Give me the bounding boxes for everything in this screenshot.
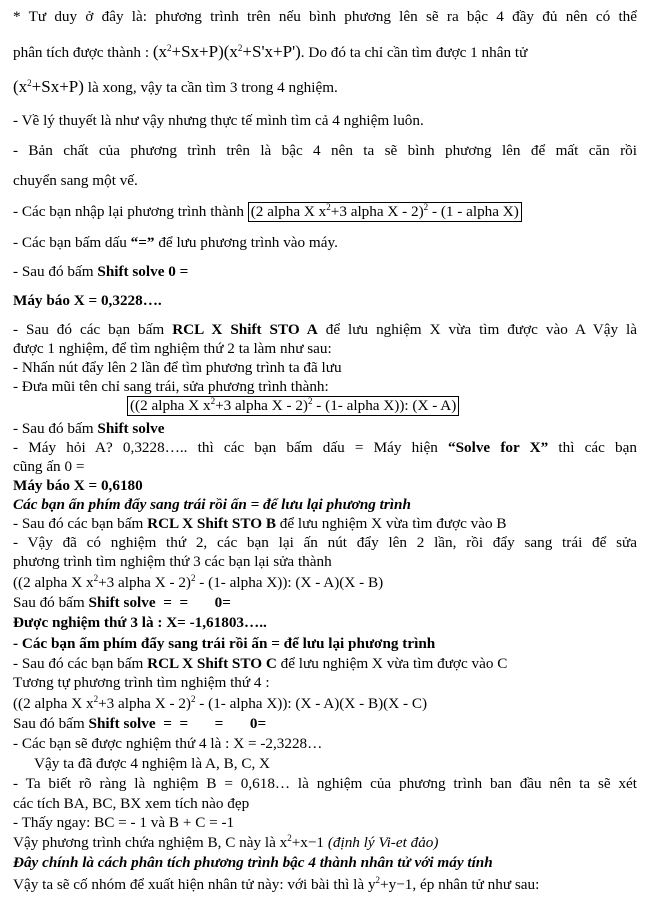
text-line: Sau đó bấm Shift solve = = 0=: [13, 594, 231, 611]
text-line: - Các bạn bấm dấu “=” để lưu phương trình vào máy.: [13, 234, 338, 251]
text-line: cũng ấn 0 =: [13, 458, 85, 475]
text-line: [13, 203, 637, 220]
text-line: - Sau đó bấm Shift solve: [13, 420, 165, 437]
text-line: Vậy phương trình chứa nghiệm B, C này là $x^2+x-1$ (định lý Vi-et đảo): [13, 833, 439, 851]
text-line: [13, 43, 637, 61]
text-line: - Đưa mũi tên chỉ sang trái, sửa phương trình thành:: [13, 378, 329, 395]
text-line: - Sau đó các bạn bấm RCL X Shift STO B để lưu nghiệm X vừa tìm được vào B: [13, 515, 507, 532]
text-line: được 1 nghiệm, để tìm nghiệm thứ 2 ta làm như sau:: [13, 340, 332, 357]
text-line: Sau đó bấm Shift solve = = = 0=: [13, 715, 267, 732]
text-line: - Vậy đã có nghiệm thứ 2, các bạn lại ấn nút đẩy lên 2 lần, rồi đẩy sang trái để sửa: [13, 534, 637, 551]
text-line: Vậy ta đã được 4 nghiệm là A, B, C, X: [34, 755, 271, 772]
factor-formula: $(x^2+Sx+P)(x^2+S'x+P')$: [152, 42, 301, 61]
text: là xong, vậy ta cần tìm 3 trong 4 nghiệm.: [87, 79, 338, 96]
text-line: các tích BA, BC, BX xem tích nào đẹp: [13, 795, 250, 812]
text: . Do đó ta chỉ cần tìm được 1 nhân tử: [300, 44, 528, 61]
text-line: - Sau đó các bạn bấm RCL X Shift STO A để lưu nghiệm X vừa tìm được vào A Vậy là: [13, 321, 638, 338]
text-line: Tương tự phương trình tìm nghiệm thứ 4 :: [13, 674, 270, 691]
boxed-formula: ((2 alpha X $x^2+3$ alpha X - 2)$^2$ - (1- alpha X)): (X - A): [127, 396, 459, 416]
inline-formula: $y^2+y-1$: [367, 875, 413, 893]
heading-line: Các bạn ấn phím đẩy sang trái rồi ấn = để lưu lại phương trình: [13, 496, 411, 513]
factor-formula: $(x^2+Sx+P)$: [13, 77, 84, 96]
heading-line: - Các bạn ấm phím đẩy sang trái rồi ấn = để lưu lại phương trình: [13, 635, 436, 652]
formula-line: ((2 alpha X $x^2+3$ alpha X - 2)$^2$ - (1- alpha X)): (X - A)(X - B): [13, 573, 384, 591]
text-line: - Sau đó các bạn bấm RCL X Shift STO C để lưu nghiệm X vừa tìm được vào C: [13, 655, 508, 672]
inline-formula: $x^2+x-1$: [279, 833, 325, 851]
boxed-formula: (2 alpha X $x^2+3$ alpha X - 2)$^2$ - (1 - alpha X): [248, 202, 522, 222]
result-line: Máy báo X = 0,3228….: [13, 292, 162, 309]
result-line: Được nghiệm thứ 3 là : X= -1,61803…..: [13, 614, 267, 631]
text: - Các bạn nhập lại phương trình thành: [13, 203, 244, 220]
heading-line: Đây chính là cách phân tích phương trình bậc 4 thành nhân tử với máy tính: [13, 854, 493, 871]
result-line: Máy báo X = 0,6180: [13, 477, 143, 494]
text-line: - Nhấn nút đẩy lên 2 lần để tìm phương trình ta đã lưu: [13, 359, 342, 376]
text-line: - Sau đó bấm Shift solve 0 =: [13, 263, 189, 280]
text-line: - Về lý thuyết là như vậy nhưng thực tế mình tìm cả 4 nghiệm luôn.: [13, 112, 424, 129]
text-line: - Thấy ngay: BC = - 1 và B + C = -1: [13, 814, 235, 831]
text-line: - Máy hỏi A? 0,3228….. thì các bạn bấm dấu = Máy hiện “Solve for X” thì các bạn: [13, 439, 637, 456]
text: phân tích được thành :: [13, 44, 150, 61]
text-line: [13, 78, 637, 96]
text-line: - Các bạn sẽ được nghiệm thứ 4 là : X = -2,3228…: [13, 735, 323, 752]
formula-line: ((2 alpha X $x^2+3$ alpha X - 2)$^2$ - (1- alpha X)): (X - A)(X - B)(X - C): [13, 694, 428, 712]
text-line: chuyển sang một vế.: [13, 172, 138, 189]
text-line: * Tư duy ở đây là: phương trình trên nếu bình phương lên sẽ ra bậc 4 đầy đủ nên có thể: [13, 8, 637, 25]
text-line: [127, 397, 637, 414]
text-line: Vậy ta sẽ cố nhóm để xuất hiện nhân tử này: với bài thì là $y^2+y-1$, ép nhân tử như sau:: [13, 875, 540, 893]
text-line: - Bản chất của phương trình trên là bậc 4 nên ta sẽ bình phương lên để mất căn rồi: [13, 142, 637, 159]
text-line: phương trình tìm nghiệm thứ 3 các bạn lại sửa thành: [13, 553, 332, 570]
text-line: - Ta biết rõ ràng là nghiệm B = 0,618… là nghiệm của phương trình ban đầu nên ta sẽ xét: [13, 775, 637, 792]
